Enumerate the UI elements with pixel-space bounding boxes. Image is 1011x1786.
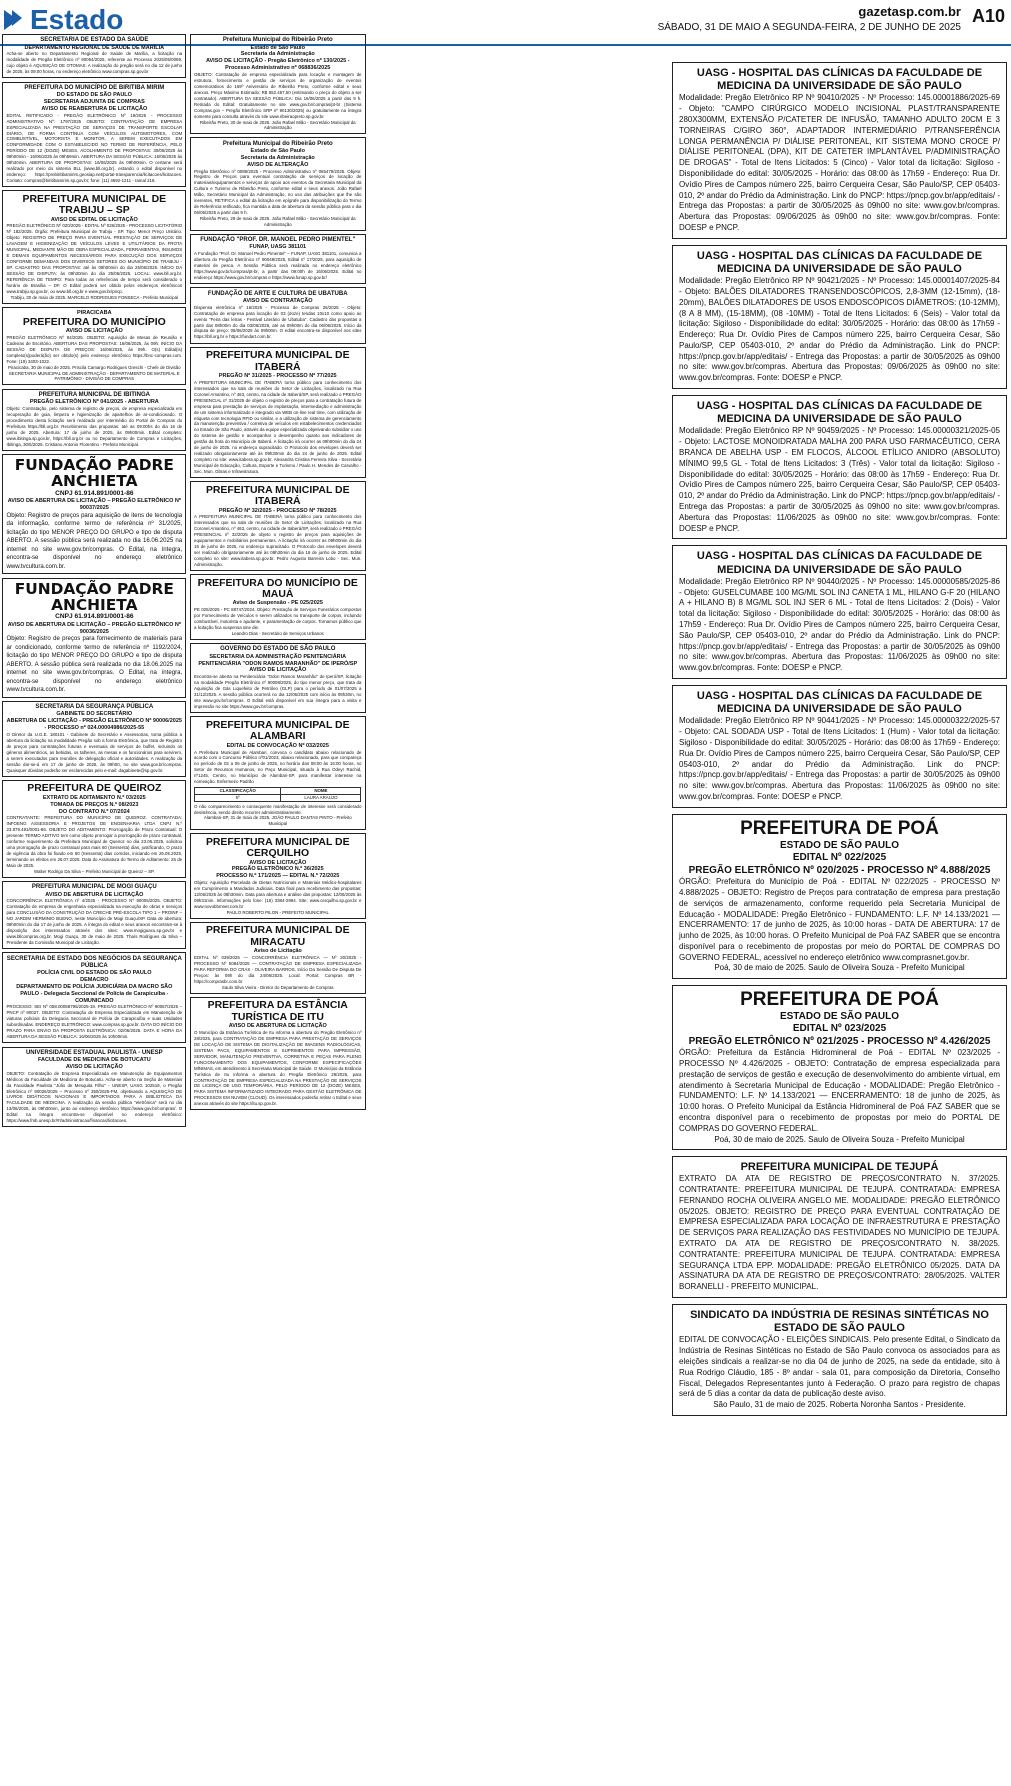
notice-subtitle: AVISO DE EDITAL DE LICITAÇÃO bbox=[50, 216, 138, 223]
notice-box bbox=[672, 814, 1007, 979]
column-middle bbox=[190, 34, 366, 1114]
notice-signature: Alambari-SP, 31 de maio de 2025. JOÃO PAULO DANTAS PINTO - Prefeito Municipal bbox=[203, 815, 352, 827]
notice-signature: Poá, 30 de maio de 2025. Saulo de Oliveira Souza - Prefeito Municipal bbox=[714, 963, 965, 973]
notice-subtitle: PREGÃO Nº 31/2025 - PROCESSO Nº 77/2025 bbox=[218, 373, 337, 379]
notice-box bbox=[2, 1047, 186, 1128]
notice-title: SECRETARIA DA SEGURANÇA PÚBLICA bbox=[35, 704, 154, 711]
notice-body: Objeto: Registro de preços para fornecimento de materiais para ar condicionado, conforme termo de referência nº 1192/2024, licitação do tipo MENOR PREÇO DO GRUPO e tipo de disputa ABERTO. A sessão pública será realizada no dia 18.06.2025 na internet no site www.gov.br/compras. O Edital, na íntegra, encontra-se disponível no endereço eletrônico www.tvcultura.com.br. bbox=[6, 636, 183, 694]
notice-title: PREFEITURA DE POÁ bbox=[740, 988, 939, 1010]
notice-box bbox=[190, 574, 366, 640]
notice-subtitle: AVISO DE LICITAÇÃO bbox=[65, 1063, 123, 1070]
notice-title: FUNDAÇÃO PADRE ANCHIETA bbox=[14, 456, 174, 491]
notice-subtitle: DEMACRO bbox=[80, 976, 109, 983]
notice-signature: Ribeirão Preto, 30 de maio de 2025. João Rafael Mião - Secretário Municipal da Administração bbox=[199, 119, 356, 131]
notice-title: FUNDAÇÃO "PROF. DR. MANOEL PEDRO PIMENTEL" bbox=[200, 237, 356, 244]
notice-subtitle: FACULDADE DE MEDICINA DE BOTUCATU bbox=[37, 1056, 151, 1063]
notice-city: PIRACICABA bbox=[77, 310, 112, 317]
notice-box bbox=[2, 701, 186, 777]
notice-box bbox=[2, 307, 186, 385]
notice-body: O não comparecimento e consequente manifestação de interesse será considerado desistência, sendo direito recorrer administrativamente. bbox=[194, 803, 362, 815]
notice-box bbox=[190, 137, 366, 230]
notice-body: Encontra-se aberta na Penitenciária "Odon Ramos Maranhão" de Iperó/SP, licitação na modalidade Pregão Eletrônico nº 90008/2025, do tipo menor preço, que trata da Aquisição de Gás Liquefeito de Petróleo (GLP) para o período de 01/07/2025 a 31/12/2025. A sessão pública ocorrerá no dia 12/06/2025 com início às 09h30m, no site www.gov.br/compras. O Edital está disponível em sua íntegra para a visita e impressão no site https://www.gov.br/compras. bbox=[194, 674, 362, 710]
notice-box bbox=[190, 922, 366, 994]
notice-title: UASG - HOSPITAL DAS CLÍNICAS DA FACULDADE DE MEDICINA DA UNIVERSIDADE DE SÃO PAULO bbox=[696, 67, 983, 93]
notice-box bbox=[190, 347, 366, 478]
notice-subtitle: SECRETARIA ADJUNTA DE COMPRAS bbox=[43, 98, 145, 105]
notice-subtitle: TOMADA DE PREÇOS N.º 08/2023 bbox=[50, 801, 139, 808]
notice-body: O Diretor da U.G.E. 180101 - Gabinete do Secretário e Assessorias, torna pública a abertura da licitação na modalidade Pregão sob a forma Eletrônica, que trata de Registro de preços para contratações futuras e eventuais de serviços de buffet, incluindo os gêneros alimentícios, as bebidas, os talheres, as mesas e os funcionários para servirem, a serem executados para reuniões de delegação oficial e autoridades. A realização da sessão dar-se-á em 17 de junho de 2025, às 09h00, no site www.gov.br/compras. Quaisquer dúvidas poderão ser esclarecidas pelo e-mail: dagabinete@sp.gov.br. bbox=[6, 732, 183, 773]
notice-body: EDITAL RETIFICADO - PREGÃO ELETRÔNICO Nº 19/2025 - PROCESSO ADMINISTRATIVO Nº: 1797/2025 OBJETO: CONTRATAÇÃO DE EMPRESA ESPECIALIZADA NA PRESTAÇÃO DE SERVIÇOS DE TRANSPORTE ESCOLAR DIÁRIO, DE FORMA CONTÍNUA COM VEÍCULOS AUTOMOTORES, COM COMBUSTÍVEL, MOTORISTA E MONITOR, A SEREM EXECUTADOS EM CONFORMIDADE COM O ESTABELECIDO NO TERMO DE REFERÊNCIA, PELO PERÍODO DE 12 (DOZE) MESES. ACOLHIMENTO DE PROPOSTAS: 30/05/2025 às 09h00min - 16/06/2025 às 09h59min. ABERTURA DA SESSÃO PÚBLICA: 16/06/2025 às 09h30min. ABERTURA DE PROPOSTAS: 16/06/2025 às 09h00min. O certame será realizado por meio do sistema BLL (www.bll.org.br), estando o edital disponível no endereço: https://prebiritibamirim.geosiap.net/portal-transparencia/licitacoes/licitacoes. Contato: compras@biritibamirim.sp.gov.br; fone: (11) 4692-1211 - ramal 218. bbox=[6, 112, 183, 184]
notice-body: EXTRATO DA ATA DE REGISTRO DE PREÇOS/CONTRATO N. 37/2025. CONTRATANTE: PREFEITURA MUNICIPAL DE TEJUPÁ. CONTRATADA: EMPRESA FERNANDO ROCHA OLIVEIRA ANGELO ME. MODALIDADE: PREGÃO ELETRÔNICO 05/2025. OBJETO: REGISTRO DE PREÇO PARA EVENTUAL CONTRATAÇÃO DE EMPRESA ESPECIALIZADA PARA LOCAÇÃO DE INFRAESTRUTURA E PRESTAÇÃO DE SERVIÇOS PARA REALIZAÇÃO DAS FESTIVIDADES NO MUNICÍPIO DE TEJUPÁ. EXTRATO DA ATA DE REGISTRO DE PREÇOS/CONTRATO N. 38/2025. CONTRATANTE: PREFEITURA MUNICIPAL DE TEJUPÁ. CONTRATADA: EMPRESA SEGURANÇA LTDA EPP. MODALIDADE: PREGÃO ELETRÔNICO 05/2025. DATA DA ASSINATURA DA ATA DE REGISTRO DE PREÇOS/CONTRATO: 28/05/2025. VALTER BORANELLI - PREFEITO MUNICIPAL. bbox=[679, 1174, 1000, 1292]
notice-subtitle: Estado de São Paulo bbox=[250, 147, 305, 154]
notice-title: PREFEITURA DO MUNICÍPIO DE BIRITIBA MIRIM bbox=[24, 84, 165, 91]
notice-body: Acha-se aberto no Departamento Regional de Saúde de Marília, a licitação na modalidade de Pregão Eletrônico nº 90054/2025, referente ao Processo 2025/05/0069, cujo objeto é AQUISIÇÃO DE OTOMAS. A realização do pregão será no dia 12 de junho de 2025, às 09:00 horas, no endereço eletrônico www.compras.sp.gov.br bbox=[6, 51, 183, 75]
notice-body: PE 025/2025 - PC 88747/2024. Objeto: Prestação de Serviços Funerários compostos por Fornecimento de Veículos e serem utilizados no transporte de corpos, incluindo combustível, motorista e ajudante, e paramentação de corpos. Tornamos público que a licitação fica suspensa sine die. bbox=[194, 607, 362, 631]
edition-date: SÁBADO, 31 DE MAIO A SEGUNDA-FEIRA, 2 DE JUNHO DE 2025 bbox=[657, 22, 961, 33]
notice-title: PREFEITURA MUNICIPAL DE TRABIJU – SP bbox=[22, 193, 167, 217]
notice-title: SINDICATO DA INDÚSTRIA DE RESINAS SINTÉTICAS NO ESTADO DE SÃO PAULO bbox=[690, 1308, 989, 1335]
notice-box bbox=[672, 395, 1007, 539]
notice-body: ÓRGÃO: Prefeitura do Município de Poá - EDITAL Nº 022/2025 - PROCESSO Nº 4.888/2025 - OBJETO: Registro de Preços para contratação de empresa para prestação de serviços de armazenamento, conforme requerido pela Secretaria Municipal de Educação - MODALIDADE: Pregão Eletrônico - FUNDAMENTO: L.F. Nº 14.133/2021 — ENCERRAMENTO: 17 de junho de 2025, às 10:00 horas - DATA DE ABERTURA: 17 de junho de 2025, às 10:00 horas. O Prefeito Municipal de Poá FAZ SABER que se encontra disponível para o recebimento de propostas por meio do PORTAL DE COMPRAS DO GOVERNO FEDERAL, acessível no endereço eletrônico www.comprasnet.gov.br. bbox=[679, 877, 1000, 962]
table-cell: CLASSIFICAÇÃO bbox=[195, 787, 281, 794]
notice-body: Modalidade: Pregão Eletrônico RP Nº 90421/2025 - Nº Processo: 145.00001407/2025-84 - Objeto: BALÕES DILATADORES TRANSENDOSCÓPICOS, 2,8-3MM (12-15mm), (18-20mm), BALÕES DILATADORES DE USOS ENDOSCÓPICOS DIÂMETROS: (10-12MM), (8 A 8 MM), (15-18MM), (08 -10MM) - Total de Itens Licitados: 6 (Seis) - Valor total da licitação: Sigiloso - Disponibilidade do edital: 30/05/2025 - Horário: das 08:00 às 17h59 - Endereço: Rua Dr. Ovídio Pires de Campos número 225, bairro Cerqueira Cesar, São Paulo/SP, CEP 05403-010, 2º andar do Prédio da Administração. Link do PNCP: https://pncp.gov.br/app/editais/ - Entrega das Propostas: a partir de 30/05/2025 às 09h00 no site: www.gov.br/compras. Abertura das Propostas: 09/06/2025 às 09h00 no site: www.gov.br/compras. Fonte: DOESP e PNCP. bbox=[679, 276, 1000, 383]
notice-subtitle: PREGÃO Nº 32/2025 - PROCESSO Nº 78/2025 bbox=[218, 507, 337, 514]
notice-subtitle: AVISO DE ABERTURA DE LICITAÇÃO bbox=[228, 1023, 327, 1030]
notice-body: Dispensa eletrônica nº 16/2025 - Processo de Compras 26/2025 - Objeto: Contratação de empresa para locação de 03 (doze) tendas 10x10 como apoio ao evento "Feira das letras - Festival Literário de Ubatuba". Cadastro das propostas a partir das 08h00m do dia 03/06/2025, até as 09h00m do dia 06/06/2025. Início da disputa de preço: 06/06/2025 às 09h00m. O edital encontra-se disponível nos sites https://bll.org.br e https://fundart.com.br. bbox=[194, 304, 362, 340]
notice-box bbox=[190, 716, 366, 830]
notice-subtitle: AVISO DE REABERTURA DE LICITAÇÃO bbox=[41, 105, 148, 112]
notice-footer: SECRETARIA MUNICIPAL DE ADMINISTRAÇÃO - DEPARTAMENTO DE MATERIAL E PATRIMÔNIO - DIVISÃO DE COMPRAS bbox=[8, 370, 180, 382]
notice-body: A PREFEITURA MUNICIPAL DE ITABERÁ torna público para conhecimento dos interessados que na sala de reuniões do Setor de Licitações, localizado na Rua Coronel Amantino, nº 463, centro, na cidade de Itaberá/SP, será realizado o PREGÃO PRESENCIAL nº 31/2025 de objeto o registro de preços para a contratação futura de empresa para prestação de serviços de implantação, intermediação e administração de um sistema informatizado e integrado via WEB on-line real time, com utilização de etiqueta com tecnologia RFID ou similar, e a utilização de sistema de gerenciamento da manutenção preventiva / corretiva de veículos em estabelecimentos credenciados no Estado de São Paulo, através da equipe especializada objetivando subsidiar o uso do sistema de gestão e acompanhar o desempenho quanto aos indicadores de gestão da frota do Município de Itaberá. A licitação irá ocorrer as 09h00min do dia 24 de junho de 2025, no endereço supracitado. O Protocolo dos envelopes deverá ser realizado obrigatoriamente até às 09h30min do dia 24 de junho de 2025. Edital completo no site: www.itabera.sp.gov.br. Alexandra Cristina Ferreira Silva - Secretária Municipal de Educação, Cultura, Esporte e Turismo / Paulo H. Mendes de Carvalho - Sec. Mun. Obras e Infraestrutura. bbox=[194, 379, 362, 474]
notice-signature: Walter Rodrigo Da Silva – Prefeito Municipal de Queiroz – SP. bbox=[34, 868, 155, 874]
table-cell: 5º bbox=[195, 794, 281, 801]
notice-subtitle: PREGÃO ELETRÔNICO N.º 36/2025 bbox=[231, 866, 324, 873]
notice-subtitle: AVISO DE LICITAÇÃO bbox=[249, 859, 307, 866]
notice-body: ÓRGÃO: Prefeitura da Estância Hidromineral de Poá - EDITAL Nº 023/2025 - PROCESSO Nº 4.426/2025 - OBJETO: Contratação de empresa especializada para prestação de serviços de gestão e execução de desenvolvimento do ambiente virtual, em atendimento à Secretaria Municipal de Educação - MODALIDADE: Pregão Eletrônico - FUNDAMENTO: L.F. Nº 14.133/2021 — ENCERRAMENTO: 18 de junho de 2025, às 10:00 horas. O Prefeito Municipal da Estância Hidromineral de Poá FAZ SABER que se encontra disponível para o recebimento de propostas por meio do PORTAL DE COMPRAS DO GOVERNO FEDERAL. bbox=[679, 1048, 1000, 1133]
notice-box bbox=[672, 985, 1007, 1150]
notice-subtitle: ESTADO DE SÃO PAULO bbox=[779, 1010, 900, 1022]
notice-cnpj: CNPJ 61.914.891/0001-86 bbox=[55, 489, 134, 497]
column-right bbox=[672, 62, 1007, 1422]
notice-signature: Poá, 30 de maio de 2025. Saulo de Oliveira Souza - Prefeito Municipal bbox=[714, 1134, 965, 1144]
notice-body: Modalidade: Pregão Eletrônico RP Nº 90459/2025 - Nº Processo: 145.00000321/2025-05 - Objeto: LACTOSE MONOIDRATADA MALHA 200 PARA USO FARMACÊUTICO, CERA BRANCA DE ABELHA USP - EM FLOCOS, ÁLCOOL ETÍLICO ANIDRO (ABSOLUTO) MÍNIMO 99,5 GL - Total de Itens Licitados: 3 (Três) - Valor total da licitação: Sigiloso - Disponibilidade do edital: 30/05/2025 - Horário: das 08:00 às 17h59 - Endereço: Rua Dr. Ovídio Pires de Campos número 225, bairro Cerqueira Cesar, São Paulo/SP, CEP 05403-010, 2º andar do Prédio da Administração. Link do PNCP: https://pncp.gov.br/app/editais/ - Entrega das Propostas: a partir de 30/05/2025 às 09h00 no site: www.gov.br/compras. Abertura das Propostas: 11/06/2025 às 09h00 no site: www.gov.br/compras. Fonte: DOESP e PNCP. bbox=[679, 426, 1000, 533]
notice-title: PREFEITURA MUNICIPAL DE TEJUPÁ bbox=[740, 1161, 939, 1174]
notice-title: UASG - HOSPITAL DAS CLÍNICAS DA FACULDADE DE MEDICINA DA UNIVERSIDADE DE SÃO PAULO bbox=[696, 400, 983, 426]
notice-box bbox=[672, 545, 1007, 679]
notice-box bbox=[190, 997, 366, 1110]
notice-title: PREFEITURA MUNICIPAL DE MIRACATU bbox=[205, 925, 350, 948]
notice-subtitle: Secretaria da Administração bbox=[240, 51, 315, 58]
notice-subtitle: GABINETE DO SECRETÁRIO bbox=[56, 711, 133, 718]
notice-box bbox=[672, 685, 1007, 808]
notice-box bbox=[190, 287, 366, 343]
notice-box bbox=[190, 34, 366, 134]
notice-box bbox=[2, 952, 186, 1043]
notice-subtitle: Aviso de Licitação bbox=[253, 948, 302, 955]
notice-body: Objeto: Registro de preços para aquisição de itens de tecnologia da informação, conforme termo de referência nº 31/2025, licitação do tipo MENOR PREÇO DO GRUPO e tipo de disputa ABERTO. A sessão pública será realizada no dia 16.06.2025 na internet no site www.gov.br/compras. O Edital, na íntegra, encontra-se disponível no endereço eletrônico www.tvcultura.com.br. bbox=[6, 512, 183, 570]
notice-box bbox=[190, 481, 366, 571]
notice-title: GOVERNO DO ESTADO DE SÃO PAULO bbox=[220, 646, 336, 653]
notice-subtitle: AVISO DE LICITAÇÃO bbox=[249, 667, 307, 674]
notice-title: PREFEITURA DO MUNICÍPIO bbox=[22, 316, 166, 328]
notice-title: PREFEITURA MUNICIPAL DE MOGI GUAÇU bbox=[31, 884, 157, 891]
table-cell: NOME bbox=[281, 787, 361, 794]
notice-subtitle: POLÍCIA CIVIL DO ESTADO DE SÃO PAULO bbox=[37, 970, 152, 977]
notice-box bbox=[672, 62, 1007, 239]
notice-signature: Piracicaba, 30 de maio de 2025. Priscila Camargo Rodrigues Greschi - Chefe de Divisão bbox=[8, 365, 181, 371]
notice-subtitle: AVISO DE ABERTURA DE LICITAÇÃO – PREGÃO ELETRÔNICO Nº 90036/2025 bbox=[7, 621, 181, 635]
notice-title: PREFEITURA DA ESTÂNCIA TURÍSTICA DE ITU bbox=[207, 1000, 348, 1023]
notice-title: PREFEITURA MUNICIPAL DE IBITINGA bbox=[38, 391, 151, 398]
notice-body: PREGÃO ELETRÔNICO Nº 84/2025. OBJETO: Aquisição de Mesas de Reunião e Cadeiras de Escritório. ABERTURA DAS PROPOSTAS: 16/06/2025, às 09h. INÍCIO DA SESSÃO DE DISPUTA DE PREÇOS: 16/06/2025, às 09h. O(s) Edital(is) completo(s)poderá(ão) ser obtido(s) pelo endereço eletrônico https://bnc-compras.com. Fone: (19) 3403-1022. bbox=[6, 335, 183, 365]
notice-body: A Prefeitura Municipal de Alambari, convoca o candidato abaixo relacionado de acordo com o Concurso Público nº01/2023, abaixo relacionado, para que compareça no período de 02 a 06 de junho de 2025, no horário das 08:00 às 16:00 horas, no Setor de Recursos Humanos, no Paço Municipal, situado à Rua Odeyr Rachid, nº1245, Centro, no Município de Alambari-SP, para manifestar interesse na nomeação. Enfermeiro Padrão bbox=[194, 749, 362, 785]
notice-title: PREFEITURA DE POÁ bbox=[740, 817, 939, 839]
section-title: Estado bbox=[30, 4, 124, 35]
notice-signature: Saulo Silva Vieira - Diretor do Departamento de Compras bbox=[221, 984, 334, 990]
notice-subtitle: PROCESSO N.º 171/2025 — EDITAL N.º 72/2025 bbox=[216, 873, 340, 880]
notice-title: FUNDAÇÃO DE ARTE E CULTURA DE UBATUBA bbox=[207, 290, 348, 297]
notice-title: PREFEITURA DE QUEIROZ bbox=[27, 783, 162, 795]
notice-subtitle: DEPARTAMENTO DE POLÍCIA JUDICIÁRIA DA MACRO SÃO PAULO - Delegacia Seccional de Polícia de Carapicuíba - COMUNICADO bbox=[16, 983, 173, 1004]
notice-subtitle: PREGÃO ELETRÔNICO Nº 041/2025 - ABERTURA bbox=[29, 399, 159, 406]
convocation-table bbox=[194, 787, 361, 802]
notice-subtitle: AVISO DE ALTERAÇÃO bbox=[247, 161, 309, 168]
notice-box bbox=[2, 82, 186, 188]
notice-subtitle: FUNAP, UASG 381101 bbox=[249, 244, 307, 251]
notice-title: PREFEITURA DO MUNICÍPIO DE MAUÁ bbox=[197, 577, 358, 600]
notice-body: PREGÃO ELETRÔNICO Nº 020/2025 - EDITAL Nº 026/2025 - PROCESSO LICITATÓRIO Nº 182/2025. Órgão: Prefeitura Municipal de Trabiju - SP. Tipo: Menor Preço Unitário. Objeto: REGISTRO DE PREÇO PARA EVENTUAL PRESTAÇÃO DE SERVIÇOS DE LAVAGEM E HIGIENIZAÇÃO DE VEÍCULOS LEVES E UTILITÁRIOS DA FROTA MUNICIPAL, MEDIANTE MÃO DE OBRA ESPECIALIZADA, FERRAMENTAS, INSUMOS E DEMAIS EQUIPAMENTOS NECESSÁRIOS PARA EXECUÇÃO DOS SERVIÇOS CONFORME DEMANDAS DOS DIVERSOS SETORES DO MUNICÍPIO DE TRABIJU - SP. CADASTRO DAS PROPOSTAS: até às 09h00min do dia 25/06/2025. INÍCIO DA SESSÃO DE DISPUTA: às 09h30min do dia 25/06/2025. LOCAL: www.bll.org.br. REFERÊNCIA DE TEMPO: Para todas as referências de tempo será considerado o horário de Brasília – DF. O Edital poderá ser obtido pelos endereços eletrônicos www.trabiju.sp.gov.br, ou www.bll.org.br e www.gov.br/pncp. bbox=[6, 223, 183, 294]
notice-subtitle: PREGÃO ELETRÔNICO Nº 020/2025 - PROCESSO Nº 4.888/2025 bbox=[688, 864, 991, 876]
notice-subtitle: Estado de São Paulo bbox=[250, 44, 305, 51]
column-left bbox=[2, 34, 186, 1131]
notice-title: FUNDAÇÃO PADRE ANCHIETA bbox=[14, 579, 174, 614]
table-cell: LAURA ARAUJO bbox=[281, 794, 361, 801]
notice-body: Modalidade: Pregão Eletrônico RP Nº 90410/2025 - Nº Processo: 145.00001886/2025-69 - Objeto: "CAMPO CIRÚRGICO MODELO INCISIONAL PLAST/TRANSPARENTE 280X300MM, EXTENSÃO P/CATETER DE INFUSÃO, TAMANHO ADULTO 20CM E 3 TORNEIRAS C/GIRO 360°, ADAPTADOR INTERMEDIÁRIO P/TRANSFERÊNCIA LONGA PERMANÊNCIA P/ DIÁLISE PERITONEAL, KIT SISTEMA MONO CROCE P/ DIÁLISE PERITONEAL (DPA), KIT DE CATETER IMPLANTÁVEL P/ADMINISTRAÇÃO DE DROGAS" - Total de Itens Licitados: 5 (Cinco) - Valor total da licitação: Sigiloso - Disponibilidade do edital: 30/05/2025 - Horário: das 08:00 às 17h59 - Endereço: Rua Dr. Ovídio Pires de Campos número 225, bairro Cerqueira Cesar, São Paulo/SP, CEP 05403-010, 2º andar do Prédio da Administração. Link do PNCP: https://pncp.gov.br/app/editais/ - Entrega das Propostas: a partir de 30/05/2025 às 09h00 no site: www.gov.br/compras. Abertura das Propostas: 09/06/2025 às 09h00 no site: www.gov.br/compras. Fonte: DOESP e PNCP. bbox=[679, 93, 1000, 232]
notice-title: PREFEITURA MUNICIPAL DE ALAMBARI bbox=[205, 719, 350, 743]
notice-box bbox=[2, 190, 186, 303]
notice-body: CONTRATANTE: PREFEITURA DO MUNICÍPIO DE QUEIROZ. CONTRATADA: INFOENG ASSESSORIA E PROJETOS DE ENGENHARIA LTDA CNPJ N.º 23.879.491/0001-86. OBJETO DO ADITAMENTO: Prorrogação de Prazo Contratual: O presente TERMO ADITIVO tem como objeto prorrogar a prorrogação de prazo contratual, conforme requerimento da Prefeitura Municipal de Queiroz no dia 23.05.2025, solicitou uma prorrogação de prazo contratual para mais 60 (Sessenta) dias, justificando, O prazo de vigência da obra foi fixado em 60 (Sessenta) dias corridos, iniciando em 26.05.2025, terminando os efeitos em 26.07.2025. Data do Assinatura do Termo de Aditamento: 26 de Maio de 2025. bbox=[6, 815, 183, 868]
notice-subtitle: Secretaria da Administração bbox=[240, 154, 315, 161]
notice-title: Prefeitura Municipal do Ribeirão Preto bbox=[222, 37, 333, 44]
notice-subtitle: DO CONTRATO N.º 07/2024 bbox=[58, 808, 130, 815]
notice-body: Objeto: Contratação, pelo sistema de registro de preços, de empresa especializada em recuperação de guia, limpeza e higienização de apartelhos de ar-condicionado. O procedimento desta licitação será realizado por intermédio do Portal de Compras do Prefeitura https://bll.org.br. Recebimento das propostas: até as 09:00hs do dia 16 de junho de 2025. Abertura: 17 de junho de 2025, às 09h00min. Edital completo: www.ibitinga.sp.gov.br, https://bll.org.br ou no Departamento de Compras e Licitações, Ibitinga, 30/5/2025. Cristiano Antonio Florentino - Prefeito Municipal. bbox=[6, 405, 183, 447]
site-url[interactable]: gazetasp.com.br bbox=[858, 4, 961, 19]
notice-box bbox=[190, 234, 366, 284]
notice-body: EDITAL DE CONVOCAÇÃO - ELEIÇÕES SINDICAIS. Pelo presente Edital, o Sindicato da Indústria de Resinas Sintéticas no Estado de São Paulo convoca os associados para as eleições sindicais a realizar-se no dia 04 de junho de 2025, na sede da entidade, sito à Rua Rodrigo Cláudio, 185 - 8º andar - sala 01, para composição da Diretoria, Conselho Fiscal, Delegados Representantes junto à Federação. O prazo para registro de chapas será de 5 dias a contar da data de publicação deste aviso. bbox=[679, 1335, 1001, 1399]
notice-title: UNIVERSIDADE ESTADUAL PAULISTA - UNESP bbox=[25, 1049, 163, 1056]
notice-body: PROCESSO: SEI Nº 058.00058795/2025-19. PREGÃO ELETRÔNICO Nº 90067/2025 – PNCP nº 90027. OBJETO: Contratação de Empresa Especializada em Manutenção de viaturas policiais da Delegacia Seccional de Polícia de Carapicuíba e suas Unidades subordinadas. ENDEREÇO ELETRÔNICO: www.compras.sp.gov.br. DATA DO INÍCIO DO PRAZO PARA ENVIO DA PROPOSTA ELETRÔNICA: 02/06/2025. DATA E HORA DA ABERTURA DA SESSÃO PÚBLICA: 16/06/2025 às 10h00min. bbox=[6, 1004, 183, 1040]
notice-box bbox=[2, 389, 186, 451]
notice-title: PREFEITURA MUNICIPAL DE CERQUILHO bbox=[205, 836, 350, 860]
notice-signature: São Paulo, 31 de maio de 2025. Roberta Noronha Santos - Presidente. bbox=[713, 1400, 966, 1410]
notice-title: UASG - HOSPITAL DAS CLÍNICAS DA FACULDADE DE MEDICINA DA UNIVERSIDADE DE SÃO PAULO bbox=[696, 249, 983, 275]
notice-cnpj: CNPJ 61.914.891/0001-86 bbox=[55, 613, 134, 621]
notice-body: A PREFEITURA MUNICIPAL DE ITABERÁ torna público para conhecimento dos interessados que na sala de reuniões do Setor de Licitações, localizado na Rua Coronel Amantino, nº 463, centro, na cidade de Itaberá/SP, será realizado o PREGÃO PRESENCIAL nº 32/2025 de objeto o registro de preços para aquisições de equipamentos e mobiliários permanentes. A licitação irá ocorrer as 09h00min do dia 16 de junho de 2025, no endereço supracitado. O Protocolo dos envelopes deverá ser realizado obrigatoriamente até às 09h30min do dia 16 de junho de 2025. Edital completo no site: www.itabera.sp.gov.br. Pedro Augusto Barreira Lobo - Sec. Mun. Administração. bbox=[194, 514, 362, 567]
notice-title: Prefeitura Municipal do Ribeirão Preto bbox=[222, 140, 333, 147]
notice-box bbox=[672, 1156, 1007, 1298]
notice-box bbox=[2, 780, 186, 878]
notice-subtitle: PENITENCIÁRIA "ODON RAMOS MARANHÃO" DE IPERÓ/SP bbox=[198, 660, 358, 667]
notice-body: Pregão Eletrônico nº 0089/2025 - Processo Administrativo nº 065479/2025. Objeto: Registro de Preços para eventual contratação de serviços de locação de materiais/equipamentos e serviços de apoio aos eventos da Secretaria Municipal da Cultura e Turismo de Ribeirão Preto, conforme edital e seus anexos. João Rafael Mião, Secretário Municipal da Administração, no uso das atribuições que lhe são inerentes, RETIFICA o edital da licitação em epígrafe para disponibilização do Termo de Referência retificado, fica mantida a data de abertura da sessão pública para o dia 06/06/2025 a partir das 9 h. bbox=[194, 168, 362, 216]
notice-box bbox=[2, 454, 186, 574]
notice-subtitle: Aviso de Suspensão - PE 025/2025 bbox=[232, 600, 323, 607]
notice-body: Modalidade: Pregão Eletrônico RP Nº 90441/2025 - Nº Processo: 145.00000322/2025-57 - Objeto: CAL SODADA USP - Total de Itens Licitados: 1 (Hum) - Valor total da licitação: Sigiloso - Disponibilidade do edital: 30/05/2025 - Horário: das 08:00 às 17h59 - Endereço: Rua Dr. Ovídio Pires de Campos número 225, bairro Cerqueira Cesar, São Paulo/SP, CEP 05403-010, 2º andar do Prédio da Administração. Link do PNCP: https://pncp.gov.br/app/editais/ - Entrega das Propostas: a partir de 30/05/2025 às 09h00 no site: www.gov.br/compras. Abertura das Propostas: 11/06/2025 às 09h00 no site: www.gov.br/compras. Fonte: DOESP e PNCP. bbox=[679, 716, 1000, 801]
notice-box bbox=[2, 881, 186, 949]
notice-body: CONCORRÊNCIA ELETRÔNICA nº 4/2025 - PROCESSO Nº 90006/2025. OBJETO: Contratação de empresa de engenharia especializada na execução de obras e serviços para CONCLUSÃO DA CONSTRUÇÃO DA CRECHE PRÉ-ESCOLA TIPO 1 – PROINF – NO JARDIM HERMINIO BUENO, neste Município de Mogi Guaçu/SP. Data de abertura: 09h00min do dia 17 de junho de 2025. A íntegra do edital e seus anexos encontram-se à disposição dos interessados através dos sites: www.mogiguacu.sp.gov.br e www.bllcompras.org.br. Mogi Guaçu, 30 de maio de 2025. Thaís Rodrigues da Silva – Presidente da Comissão Municipal de Licitação. bbox=[6, 898, 183, 945]
notice-body: OBJETO: Contratação de empresa especializada para locação e montagem de estrutura, fornecimento e gestão de serviços de organização de eventos comemorativos do 169º Aniversário de Ribeirão Preto, conforme edital e seus anexos. Preço Máximo Estimado: R$ 552.457,50 (estimando o preço do objeto a ser contratado). ABERTURA DA SESSÃO PÚBLICA: Dia 16/06/2025 a partir das 9 h. Retirada do Edital: Gratuitamente no site www.gov.br/compras/pt-br (Sistema Compras.gov – Pregão Eletrônico SRP nº 90130/2025) ou gratuitamente na íntegra somente para consulta através do site www.ribeiraopreto.sp.gov.br. bbox=[194, 72, 362, 119]
notice-title: UASG - HOSPITAL DAS CLÍNICAS DA FACULDADE DE MEDICINA DA UNIVERSIDADE DE SÃO PAULO bbox=[696, 550, 983, 576]
notice-title: PREFEITURA MUNICIPAL DE ITABERÁ bbox=[205, 484, 350, 508]
notice-body: EDITAL Nº 039/2025 — CONCORRÊNCIA ELETRÔNICA — Nº 20/2025 - PROCESSO Nº 5084/2025 — CONTRATAÇÃO DE EMPRESA ESPECIALIZADA PARA REFORMA DO CRAS - OLIVEIRA BARROS. Início Da Sessão De Disputa De Preços: às 09h do dia 24/06/2025. Local: Portal: Compras BR - https://comprasbr.com.br bbox=[194, 955, 362, 984]
notice-subtitle: EXTRATO DE ADITAMENTO N.º 03/2025 bbox=[42, 794, 146, 801]
notice-signature: PAULO ROBERTO PILON - PREFEITO MUNICIPAL bbox=[226, 909, 329, 915]
notice-box bbox=[672, 245, 1007, 389]
notice-title: SECRETARIA DE ESTADO DOS NEGÓCIOS DA SEGURANÇA PÚBLICA bbox=[6, 955, 182, 969]
notice-subtitle: EDITAL Nº 022/2025 bbox=[792, 852, 887, 864]
notice-subtitle: AVISO DE CONTRATAÇÃO bbox=[242, 297, 313, 304]
notice-body: Objeto: Aquisição Parcelada de Dietas Nutricionais e Materiais Médico-hospitalares em Cumprimento a Mandados Judiciais. Data final para recebimento das propostas: 12/06/2025 às 08h30min. Data para abertura e análise das propostas: 12/06/2025 às 09h31min. Informações pelo fone: (15) 3384-2994. Site: www.cerquilho.sp.gov.br e www.novobbmnet.com.br bbox=[194, 880, 362, 909]
notice-body: A Fundação "Prof. Dr. Manoel Pedro Pimentel" – FUNAP, UASG 381101, comunica a abertura do Pregão Eletrônico nº 90049/2025, Edital nº 17/2025, para aquisição de material de pesca. A Sessão Pública será realizada no endereço eletrônico https://www.gov.br/compras/pt-br, a partir das 09:00h de 16/06/2025. Edital no endereço https://www.gov.br/compras e https://www.funap.sp.gov.br/ bbox=[194, 251, 362, 280]
notice-subtitle: DEPARTAMENTO REGIONAL DE SAÚDE DE MARÍLIA bbox=[24, 44, 165, 51]
notice-title: UASG - HOSPITAL DAS CLÍNICAS DA FACULDADE DE MEDICINA DA UNIVERSIDADE DE SÃO PAULO bbox=[696, 689, 983, 716]
notice-box bbox=[2, 578, 186, 698]
notice-subtitle: ABERTURA DE LICITAÇÃO - PREGÃO ELETRÔNICO Nº 90006/2025 - PROCESSO nº 024.00004986/2025-55 bbox=[6, 718, 182, 732]
page-number: A10 bbox=[971, 6, 1005, 26]
notice-body: O Município da Estância Turística de Itu informa a abertura do Pregão Eletrônico nº 28/2025, para CONTRATAÇÃO DE EMPRESA PARA PRESTAÇÃO DE SERVIÇOS DE LOCAÇÃO DE SISTEMA DE DIGITALIZAÇÃO DE IMAGENS RADIOLÓGICAS, SISTEMA PACS, EQUIPAMENTOS E SUPRIMENTOS PARA IMPRESSÃO, SERVIDOR, MANUTENÇÃO PREVENTIVA, CORRETIVA E PEÇAS PARA PLENO FUNCIONAMENTO DOS EQUIPAMENTOS, CONFORME ESPECIFICAÇÕES MÍNIMAS, em atendimento à Secretaria Municipal de Saúde. O Município da Estância Turística de Itu informa a abertura do Pregão Eletrônico 29/2025, para CONTRATAÇÃO DE EMPRESA ESPECIALIZADA NA PRESTAÇÃO DE SERVIÇOS DE LICENÇA DE USO TEMPORÁRIA, PELO PERÍODO DE 12 (DOZE) MESES, PARA SISTEMA INFORMATIZADO INTEGRADO PARA GESTÃO ELETRÔNICA DE PROCESSOS EM NUVEM (CLOUD). Os interessados poderão retirar o Edital e seus anexos através do site https://itu.sp.gov.br. bbox=[194, 1030, 362, 1107]
notice-box bbox=[672, 1304, 1007, 1416]
notice-box bbox=[2, 34, 186, 78]
notice-signature: Leandro Dias - Secretário de Serviços Urbanos bbox=[231, 631, 324, 637]
notice-box bbox=[190, 833, 366, 918]
notice-subtitle: AVISO DE LICITAÇÃO - Pregão Eletrônico nº 130/2025 - Processo Administrativo nº 068836/2025 bbox=[205, 58, 350, 72]
notice-subtitle: AVISO DE ABERTURA DE LICITAÇÃO – PREGÃO ELETRÔNICO Nº 90037/2025 bbox=[7, 498, 181, 511]
notice-subtitle: AVISO DE ABERTURA DE LICITAÇÃO bbox=[45, 891, 144, 898]
notice-subtitle: EDITAL DE CONVOCAÇÃO Nº 032/2025 bbox=[226, 742, 329, 749]
notice-subtitle: AVISO DE LICITAÇÃO bbox=[65, 328, 123, 335]
notice-title: SECRETARIA DE ESTADO DA SAÚDE bbox=[40, 37, 149, 44]
notice-subtitle: SECRETARIA DA ADMINISTRAÇÃO PENITENCIÁRIA bbox=[209, 653, 347, 660]
notice-box bbox=[190, 643, 366, 713]
notice-signature: Ribeirão Preto, 29 de maio de 2025. João Rafael Mião - Secretário Municipal da Administração bbox=[199, 216, 356, 227]
notice-subtitle: DO ESTADO DE SÃO PAULO bbox=[56, 92, 132, 99]
notice-signature: Trabiju, 30 de maio de 2025. MARCELO RODRIGUES FONSECA - Prefeito Municipal bbox=[10, 294, 179, 300]
notice-subtitle: EDITAL Nº 023/2025 bbox=[792, 1023, 887, 1035]
notice-body: OBJETO: Contratação de Empresa Especializada em Manutenção de Equipamentos Médicos da Faculdade de Medicina de Botucatu. Acha-se aberto na Seção de Materiais da Faculdade Paulista "Júlio de Mesquita Filho" - UNESP, UASG 102519, o Pregão Eletrônico nº 90026/2025 – Processo nº 350/2025-FM, objetivando a AQUISIÇÃO DE LIVROS DIDÁTICOS NACIONAIS E IMPORTADOS PARA A BIBLIOTECA DA FACULDADE DE MEDICINA. A realização da sessão pública "eletrônica" será no dia 13/06/2025, às 09h30min, junto ao endereço eletrônico https://www.gov.br/compras/. O Edital na íntegra encontra-se disponível no endereço eletrônico: https://www.fmb.unesp.br/#!/administracao/financas/licitacoes. bbox=[6, 1070, 183, 1124]
notice-body: Modalidade: Pregão Eletrônico RP Nº 90440/2025 - Nº Processo: 145.00000585/2025-86 - Objeto: GUSELCUMABE 100 MG/ML SOL INJ CANETA 1 ML, HILANO G-F 20 (HILANO A + HILANO B) 8 MG/ML SOL INJ SER 6 ML - Total de Itens Licitados: 2 (Dois) - Valor total da licitação: Sigiloso - Disponibilidade do edital: 30/05/2025 - Horário: das 08:00 às 17h59 - Endereço: Rua Dr. Ovídio Pires de Campos número 225, bairro Cerqueira Cesar, São Paulo/SP, CEP 05403-010, 2º andar do Prédio da Administração. Link do PNCP: https://pncp.gov.br/app/editais/ - Entrega das Propostas: a partir de 30/05/2025 às 09h00 no site: www.gov.br/compras. Abertura das Propostas: 11/06/2025 às 09h00 no site: www.gov.br/compras. Fonte: DOESP e PNCP. bbox=[679, 576, 1000, 673]
notice-subtitle: ESTADO DE SÃO PAULO bbox=[779, 839, 900, 851]
notice-title: PREFEITURA MUNICIPAL DE ITABERÁ bbox=[205, 350, 350, 373]
notice-subtitle: PREGÃO ELETRÔNICO Nº 021/2025 - PROCESSO Nº 4.426/2025 bbox=[688, 1035, 991, 1047]
